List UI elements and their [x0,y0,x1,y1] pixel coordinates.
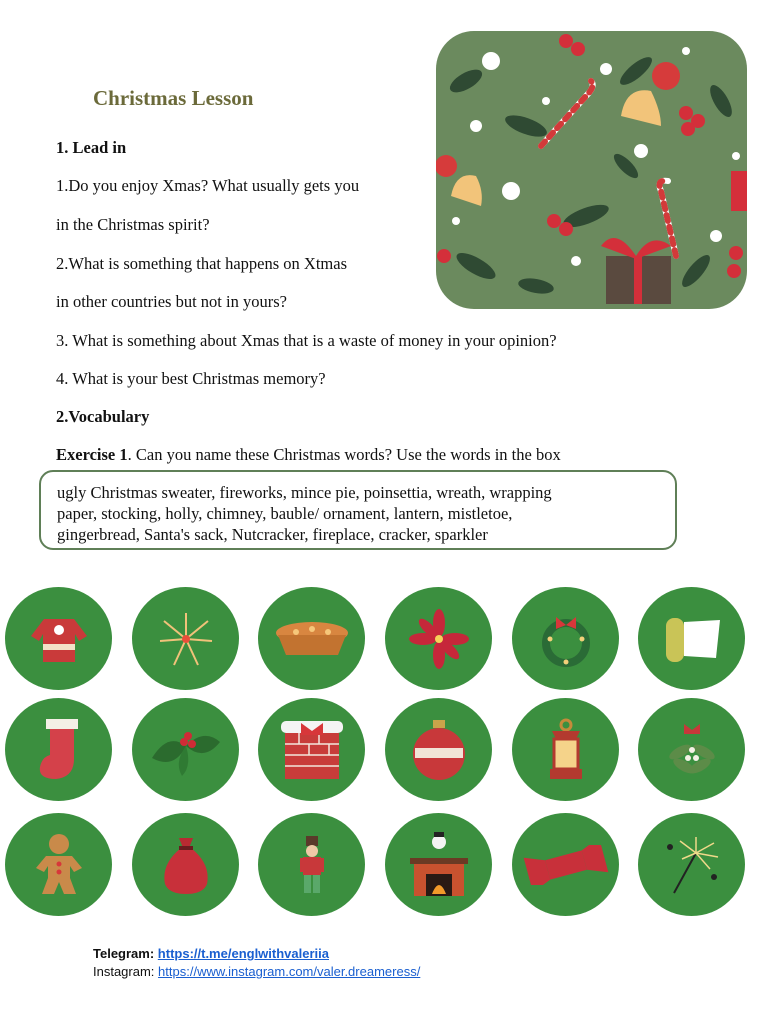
telegram-label: Telegram: [93,946,155,961]
mince-pie-icon [258,587,365,690]
gingerbread-icon [5,813,112,916]
sparkler-icon [638,813,745,916]
question-2a: 2.What is something that happens on Xtmas [56,254,347,273]
mistletoe-icon [638,698,745,801]
exercise-1-instruction [56,445,561,465]
word-box [39,470,677,550]
telegram-link[interactable]: https://t.me/englwithvaleriia [157,946,329,961]
sweater-icon [5,587,112,690]
instagram-link[interactable]: https://www.instagram.com/valer.dreameress/ [158,964,421,979]
word-line: gingerbread, Santa's sack, Nutcracker, fireplace, cracker, sparkler [57,525,488,544]
word-line: ugly Christmas sweater, fireworks, mince pie, poinsettia, wreath, wrapping [57,483,552,502]
question-2b: in other countries but not in yours? [56,292,287,311]
stocking-icon [5,698,112,801]
question-1a: 1.Do you enjoy Xmas? What usually gets you [56,176,360,195]
page-title: Christmas Lesson [93,86,254,110]
chimney-icon [258,698,365,801]
telegram-line [93,946,329,961]
word-line: paper, stocking, holly, chimney, bauble/ ornament, lantern, mistletoe, [57,504,513,523]
question-1b: in the Christmas spirit? [56,215,210,234]
question-3: 3. What is something about Xmas that is a waste of money in your opinion? [56,331,557,350]
fireworks-icon [132,587,239,690]
christmas-pattern-image [436,31,747,309]
instagram-label: Instagram: [93,964,155,979]
cracker-icon [512,813,619,916]
vocabulary-heading: 2.Vocabulary [56,407,150,426]
wrapping-paper-icon [638,587,745,690]
lead-in-heading: 1. Lead in [56,138,127,157]
exercise-label: Exercise 1 [56,445,128,464]
wreath-icon [512,587,619,690]
holly-icon [132,698,239,801]
poinsettia-icon [385,587,492,690]
bauble-icon [385,698,492,801]
fireplace-icon [385,813,492,916]
question-4: 4. What is your best Christmas memory? [56,369,326,388]
instagram-line [93,964,420,979]
nutcracker-icon [258,813,365,916]
lantern-icon [512,698,619,801]
exercise-text: . Can you name these Christmas words? Use the words in the box [127,445,561,464]
santas-sack-icon [132,813,239,916]
